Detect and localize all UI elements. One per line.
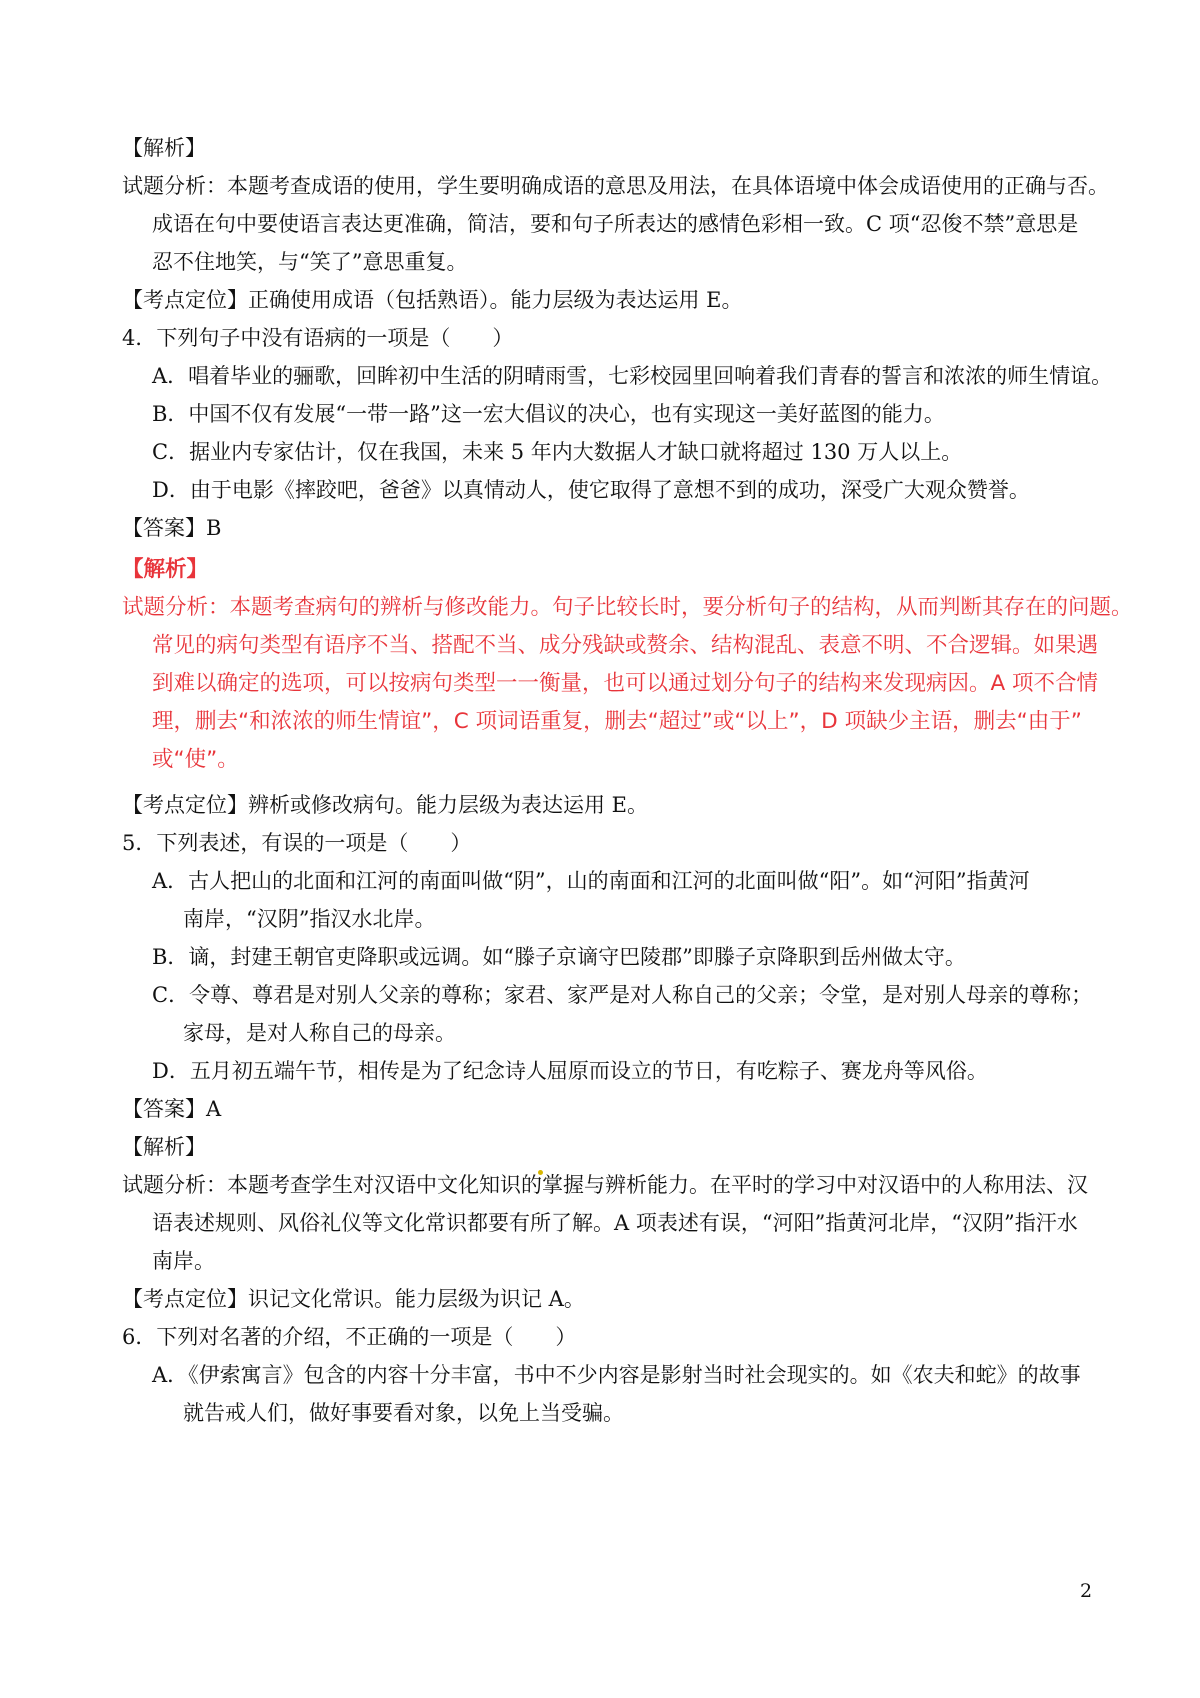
question-5-option-a: A．古人把山的北面和江河的南面叫做“阴”，山的南面和江河的北面叫做“阳”。如“河阳”指黄河 <box>152 869 1030 893</box>
question-4: 4．下列句子中没有语病的一项是（ ） <box>122 326 514 350</box>
question-5-option-c: C．令尊、尊君是对别人父亲的尊称；家君、家严是对人称自己的父亲；令堂，是对别人母亲的尊称； <box>152 983 1093 1007</box>
question-5-option-d: D．五月初五端午节，相传是为了纪念诗人屈原而设立的节日，有吃粽子、赛龙舟等风俗。 <box>152 1059 988 1083</box>
question-4-option-b: B．中国不仅有发展“一带一路”这一宏大倡议的决心，也有实现这一美好蓝图的能力。 <box>152 402 945 426</box>
answer: 【答案】A <box>122 1097 222 1121</box>
question-5-option-c-cont: 家母，是对人称自己的母亲。 <box>183 1021 456 1045</box>
analysis-text: 成语在句中要使语言表达更准确，简洁，要和句子所表达的感情色彩相一致。C 项“忍俊不禁”意思是 <box>152 212 1079 236</box>
topic-location: 【考点定位】识记文化常识。能力层级为识记 A。 <box>122 1287 585 1311</box>
question-6-option-a: A．《伊索寓言》包含的内容十分丰富，书中不少内容是影射当时社会现实的。如《农夫和蛇》的故事 <box>152 1363 1081 1387</box>
question-5-option-b: B．谪，封建王朝官吏降职或远调。如“滕子京谪守巴陵郡”即滕子京降职到岳州做太守。 <box>152 945 966 969</box>
question-5-option-a-cont: 南岸，“汉阴”指汉水北岸。 <box>183 907 436 931</box>
analysis-text: 试题分析：本题考查成语的使用，学生要明确成语的意思及用法，在具体语境中体会成语使用的正确与否。 <box>122 174 1109 198</box>
question-4-option-a: A．唱着毕业的骊歌，回眸初中生活的阴晴雨雪，七彩校园里回响着我们青春的誓言和浓浓的师生情谊。 <box>152 364 1113 388</box>
page-number: 2 <box>1080 1580 1093 1602</box>
question-6-option-a-cont: 就告戒人们，做好事要看对象，以免上当受骗。 <box>183 1401 624 1425</box>
question-5: 5．下列表述，有误的一项是（ ） <box>122 831 472 855</box>
analysis-text: 忍不住地笑，与“笑了”意思重复。 <box>152 250 468 274</box>
question-4-option-c: C．据业内专家估计，仅在我国，未来 5 年内大数据人才缺口就将超过 130 万人以上。 <box>152 440 963 464</box>
question-6: 6．下列对名著的介绍，不正确的一项是（ ） <box>122 1325 577 1349</box>
topic-location: 【考点定位】正确使用成语（包括熟语）。能力层级为表达运用 E。 <box>122 288 743 312</box>
analysis-heading: 【解析】 <box>122 1135 206 1159</box>
analysis-text-red: 试题分析：本题考查病句的辨析与修改能力。句子比较长时，要分析句子的结构，从而判断其存在的问题。 <box>122 595 1133 620</box>
analysis-heading-red: 【解析】 <box>122 557 209 582</box>
answer: 【答案】B <box>122 516 222 540</box>
analysis-heading: 【解析】 <box>122 136 206 160</box>
analysis-text-red: 理，删去“和浓浓的师生情谊”，C 项词语重复，删去“超过”或“以上”，D 项缺少主语，删去“由于” <box>152 709 1082 734</box>
analysis-text-red: 或“使”。 <box>152 747 239 772</box>
analysis-text-red: 到难以确定的选项，可以按病句类型一一衡量，也可以通过划分句子的结构来发现病因。A 项不合情 <box>152 671 1099 696</box>
question-4-option-d: D．由于电影《摔跤吧，爸爸》以真情动人，使它取得了意想不到的成功，深受广大观众赞誉。 <box>152 478 1030 502</box>
analysis-text-red: 常见的病句类型有语序不当、搭配不当、成分残缺或赘余、结构混乱、表意不明、不合逻辑。如果遇 <box>152 633 1099 658</box>
topic-location: 【考点定位】辨析或修改病句。能力层级为表达运用 E。 <box>122 793 649 817</box>
analysis-text: 试题分析：本题考查学生对汉语中文化知识的掌握与辨析能力。在平时的学习中对汉语中的人称用法、汉 <box>122 1173 1088 1197</box>
analysis-text: 南岸。 <box>152 1249 215 1273</box>
analysis-text: 语表述规则、风俗礼仪等文化常识都要有所了解。A 项表述有误，“河阳”指黄河北岸，“汉阴”指汗水 <box>152 1211 1078 1235</box>
